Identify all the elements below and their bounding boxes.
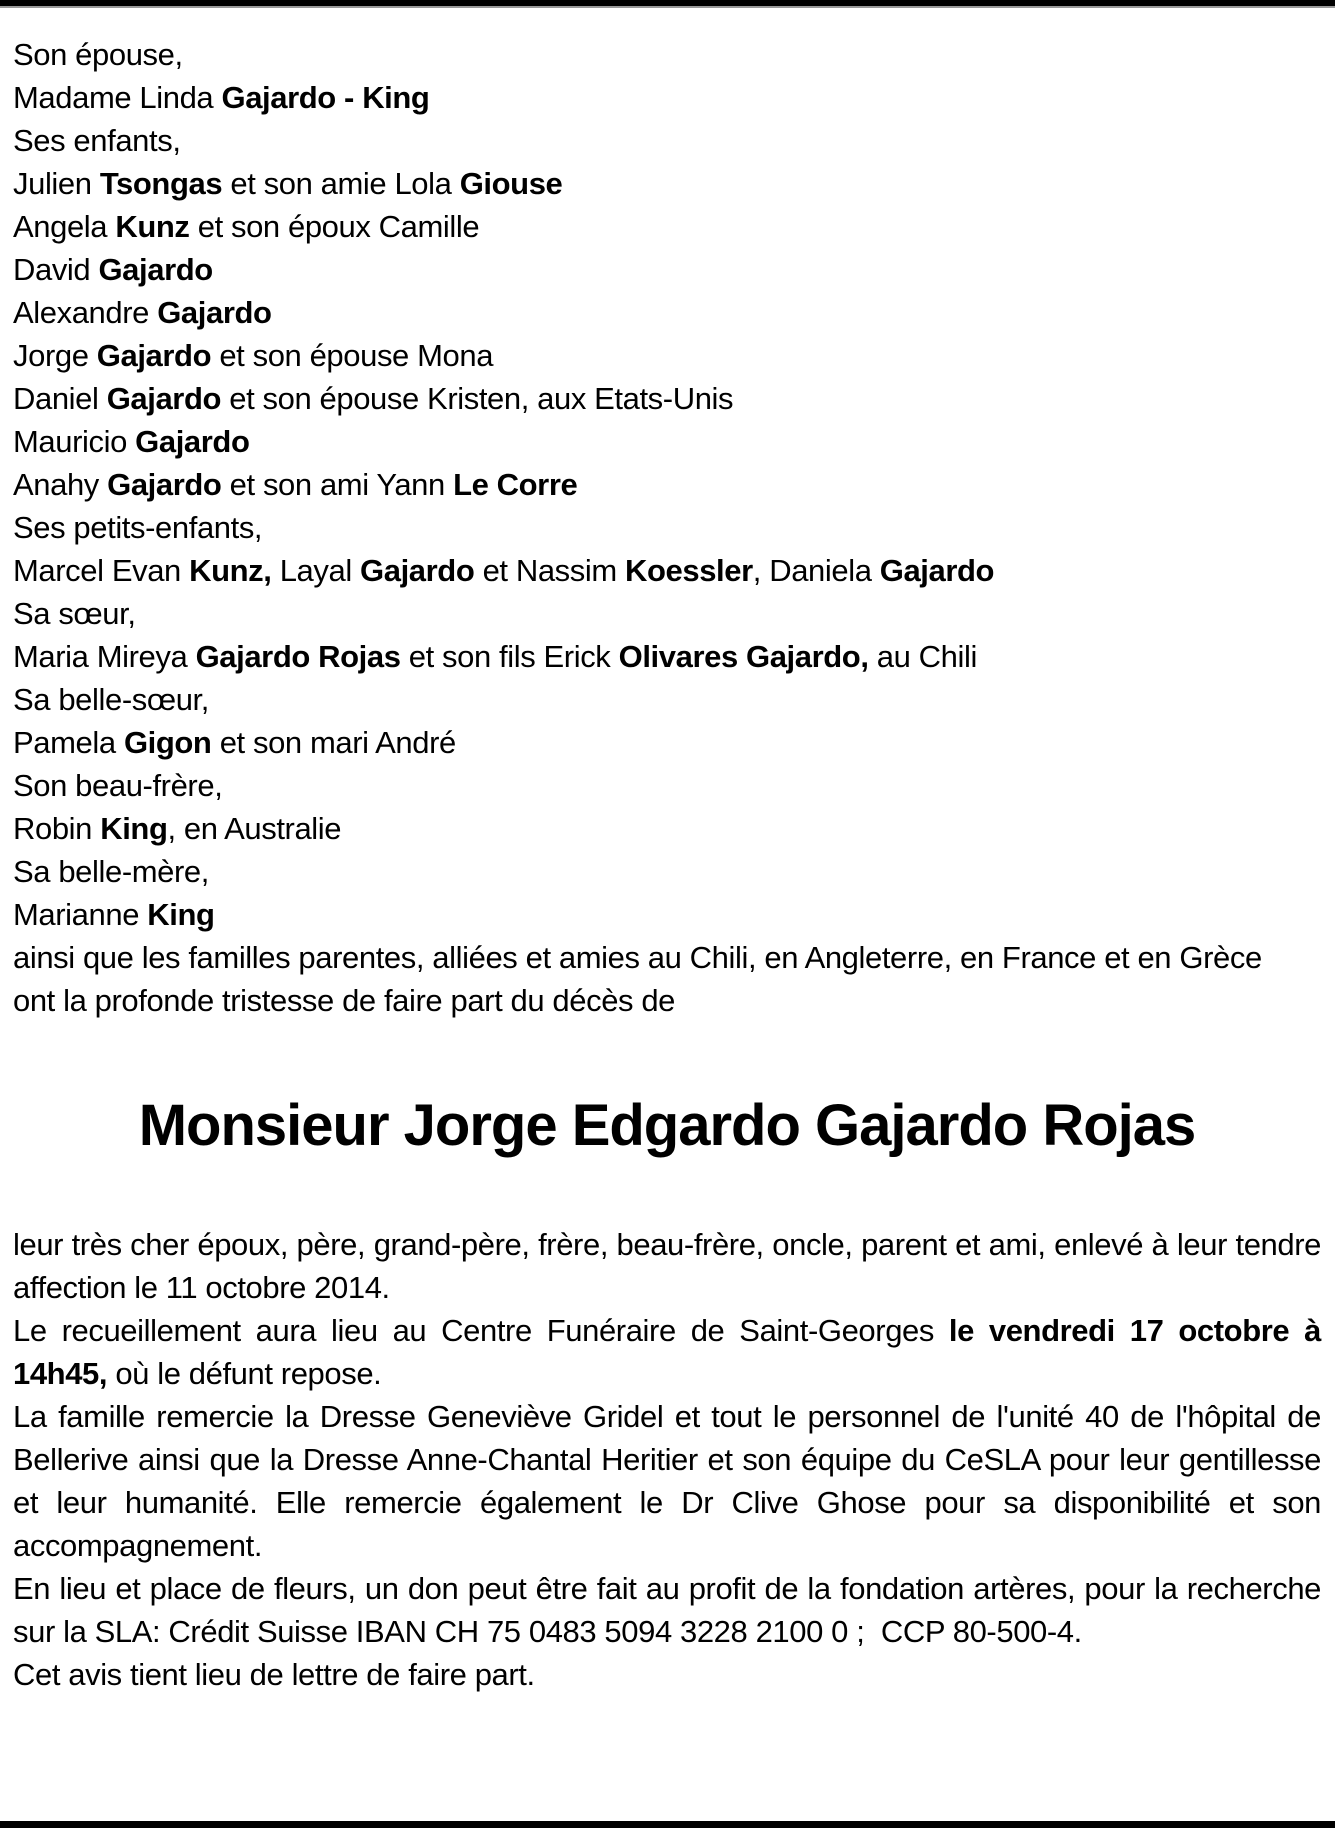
family-line (13, 893, 1321, 936)
text-segment: Madame Linda (13, 80, 222, 115)
text-segment: , Daniela (752, 553, 880, 588)
bold-name-segment: le vendredi 17 octobre à 14h45, (13, 1313, 1321, 1391)
text-segment: et son ami Yann (221, 467, 454, 502)
text-segment: Layal (271, 553, 361, 588)
family-line (13, 506, 1321, 549)
deceased-name: Monsieur Jorge Edgardo Gajardo Rojas (138, 1093, 1196, 1158)
family-line (13, 678, 1321, 721)
text-segment: Anahy (13, 467, 108, 502)
family-line (13, 420, 1321, 463)
family-line (13, 291, 1321, 334)
bold-name-segment: Gajardo Rojas (195, 639, 401, 674)
text-segment: leur très cher époux, père, grand-père, frère, beau-frère, oncle, parent et ami, enlevé à leur tendre affection le 11 octobre 2014. (13, 1227, 1321, 1305)
text-segment: Mauricio (13, 424, 136, 459)
text-segment: Marianne (13, 897, 148, 932)
text-segment: ont la profonde tristesse de faire part du décès de (13, 983, 676, 1018)
text-segment: et son époux Camille (189, 209, 480, 244)
family-line (13, 334, 1321, 377)
text-segment: David (13, 252, 99, 287)
bold-name-segment: Tsongas (99, 166, 223, 201)
family-line (13, 721, 1321, 764)
family-line (13, 764, 1321, 807)
text-segment: et Nassim (474, 553, 626, 588)
text-segment: La famille remercie la Dresse Geneviève Gridel et tout le personnel de l'unité 40 de l'hôpital de Bellerive ainsi que la Dresse Anne-Chantal Heritier et son équipe du CeSLA pour leur gentillesse et leur humanité. Elle remercie également le Dr Clive Ghose pour sa disponibilité et son accompagnement. (13, 1399, 1321, 1563)
bold-name-segment: Giouse (459, 166, 563, 201)
text-segment: Cet avis tient lieu de lettre de faire part. (13, 1657, 535, 1692)
family-line (13, 850, 1321, 893)
notice-paragraphs-block (13, 1223, 1321, 1696)
bold-name-segment: Gajardo (135, 424, 250, 459)
family-line (13, 807, 1321, 850)
notice-paragraph (13, 1567, 1321, 1653)
text-segment: Alexandre (13, 295, 158, 330)
bold-name-segment: Le Corre (453, 467, 578, 502)
bold-name-segment: Gajardo (107, 467, 222, 502)
bold-name-segment: Gajardo (96, 338, 212, 373)
family-line (13, 119, 1321, 162)
family-line (13, 33, 1321, 76)
bold-name-segment: Gigon (123, 725, 212, 760)
text-segment: Julien (13, 166, 100, 201)
bold-name-segment: Gajardo - King (221, 80, 430, 115)
bold-name-segment: Gajardo (106, 381, 222, 416)
bold-name-segment: Gajardo (157, 295, 272, 330)
text-segment: et son amie Lola (222, 166, 460, 201)
notice-paragraph (13, 1309, 1321, 1395)
bold-name-segment: Kunz, (189, 553, 272, 588)
text-segment: Sa sœur, (13, 596, 136, 631)
text-segment: Son beau-frère, (13, 768, 223, 803)
text-segment: Pamela (13, 725, 124, 760)
notice-paragraph (13, 1395, 1321, 1567)
text-segment: , en Australie (167, 811, 342, 846)
family-line (13, 936, 1321, 979)
family-line (13, 76, 1321, 119)
text-segment: et son fils Erick (400, 639, 619, 674)
family-line (13, 979, 1321, 1022)
text-segment: et son mari André (211, 725, 456, 760)
text-segment: Maria Mireya (13, 639, 196, 674)
bold-name-segment: Kunz (115, 209, 190, 244)
text-segment: Son épouse, (13, 37, 183, 72)
text-segment: Sa belle-sœur, (13, 682, 209, 717)
family-line (13, 162, 1321, 205)
text-segment: et son épouse Mona (211, 338, 494, 373)
bottom-border-rule (0, 1821, 1335, 1828)
family-line (13, 592, 1321, 635)
text-segment: Jorge (13, 338, 97, 373)
bold-name-segment: Gajardo (360, 553, 475, 588)
family-line (13, 205, 1321, 248)
bold-name-segment: Gajardo (98, 252, 213, 287)
notice-paragraph (13, 1653, 1321, 1696)
top-border-rule (0, 0, 1335, 8)
bold-name-segment: King (100, 811, 168, 846)
notice-paragraph (13, 1223, 1321, 1309)
text-segment: Daniel (13, 381, 107, 416)
bold-name-segment: Olivares Gajardo, (618, 639, 869, 674)
text-segment: au Chili (868, 639, 977, 674)
text-segment: En lieu et place de fleurs, un don peut être fait au profit de la fondation artères, pour la recherche sur la SLA: Crédit Suisse IBAN CH 75 0483 5094 3228 2100 0 ; CCP 80-500-4. (13, 1571, 1321, 1649)
text-segment: Marcel Evan (13, 553, 190, 588)
family-line (13, 248, 1321, 291)
text-segment: Ses petits-enfants, (13, 510, 263, 545)
text-segment: Angela (13, 209, 116, 244)
text-segment: Ses enfants, (13, 123, 181, 158)
text-segment: où le défunt repose. (107, 1356, 382, 1391)
notice-content (13, 8, 1321, 1696)
family-line (13, 377, 1321, 420)
text-segment: Le recueillement aura lieu au Centre Funéraire de Saint-Georges (13, 1313, 949, 1348)
family-line (13, 635, 1321, 678)
text-segment: et son épouse Kristen, aux Etats-Unis (221, 381, 734, 416)
text-segment: ainsi que les familles parentes, alliées et amies au Chili, en Angleterre, en France et en Grèce (13, 940, 1262, 975)
text-segment: Sa belle-mère, (13, 854, 209, 889)
family-line (13, 463, 1321, 506)
family-lines-block (13, 33, 1321, 1022)
family-line (13, 549, 1321, 592)
bold-name-segment: King (147, 897, 215, 932)
bold-name-segment: Gajardo (879, 553, 995, 588)
text-segment: Robin (13, 811, 101, 846)
bold-name-segment: Koessler (625, 553, 753, 588)
